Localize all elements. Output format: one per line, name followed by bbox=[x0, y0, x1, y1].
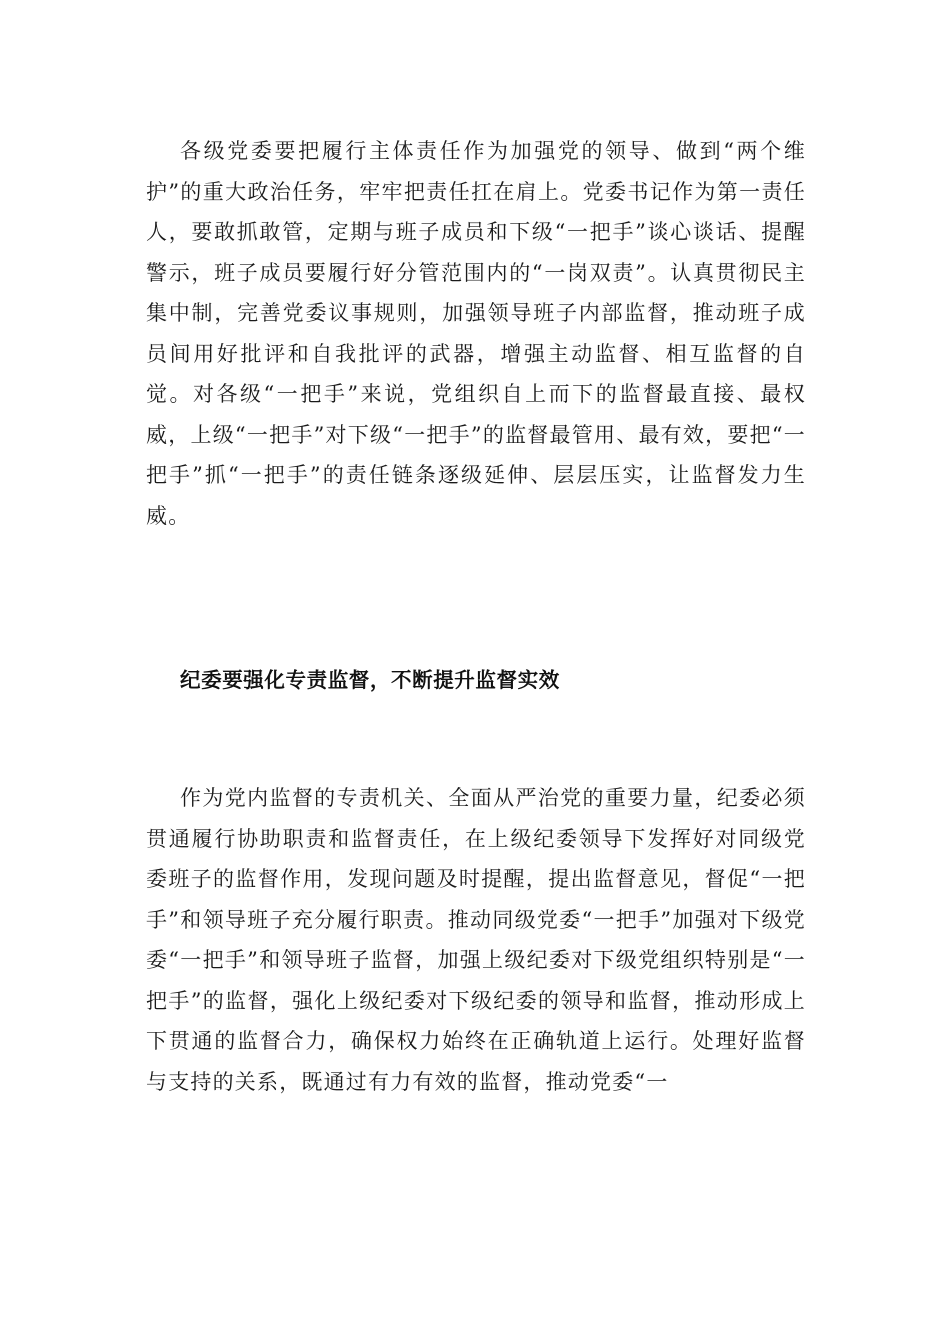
section-heading: 纪委要强化专责监督，不断提升监督实效 bbox=[180, 668, 560, 692]
body-paragraph: 作为党内监督的专责机关、全面从严治党的重要力量，纪委必须贯通履行协助职责和监督责任，在上级纪委领导下发挥好对同级党委班子的监督作用，发现问题及时提醒，提出监督意见，督促“一把手”和领导班子充分履行职责。推动同级党委“一把手”加强对下级党委“一把手”和领导班子监督，加强上级纪委对下级党组织特别是“一把手”的监督，强化上级纪委对下级纪委的领导和监督，推动形成上下贯通的监督合力，确保权力始终在正确轨道上运行。处理好监督与支持的关系，既通过有力有效的监督，推动党委“一 bbox=[146, 786, 806, 1094]
body-paragraph: 各级党委要把履行主体责任作为加强党的领导、做到“两个维护”的重大政治任务，牢牢把责任扛在肩上。党委书记作为第一责任人，要敢抓敢管，定期与班子成员和下级“一把手”谈心谈话、提醒警示，班子成员要履行好分管范围内的“一岗双责”。认真贯彻民主集中制，完善党委议事规则，加强领导班子内部监督，推动班子成员间用好批评和自我批评的武器，增强主动监督、相互监督的自觉。对各级“一把手”来说，党组织自上而下的监督最直接、最权威，上级“一把手”对下级“一把手”的监督最管用、最有效，要把“一把手”抓“一把手”的责任链条逐级延伸、层层压实，让监督发力生威。 bbox=[146, 139, 806, 528]
body-paragraph-block-1 bbox=[146, 131, 806, 536]
body-paragraph-block-2 bbox=[146, 778, 806, 1102]
